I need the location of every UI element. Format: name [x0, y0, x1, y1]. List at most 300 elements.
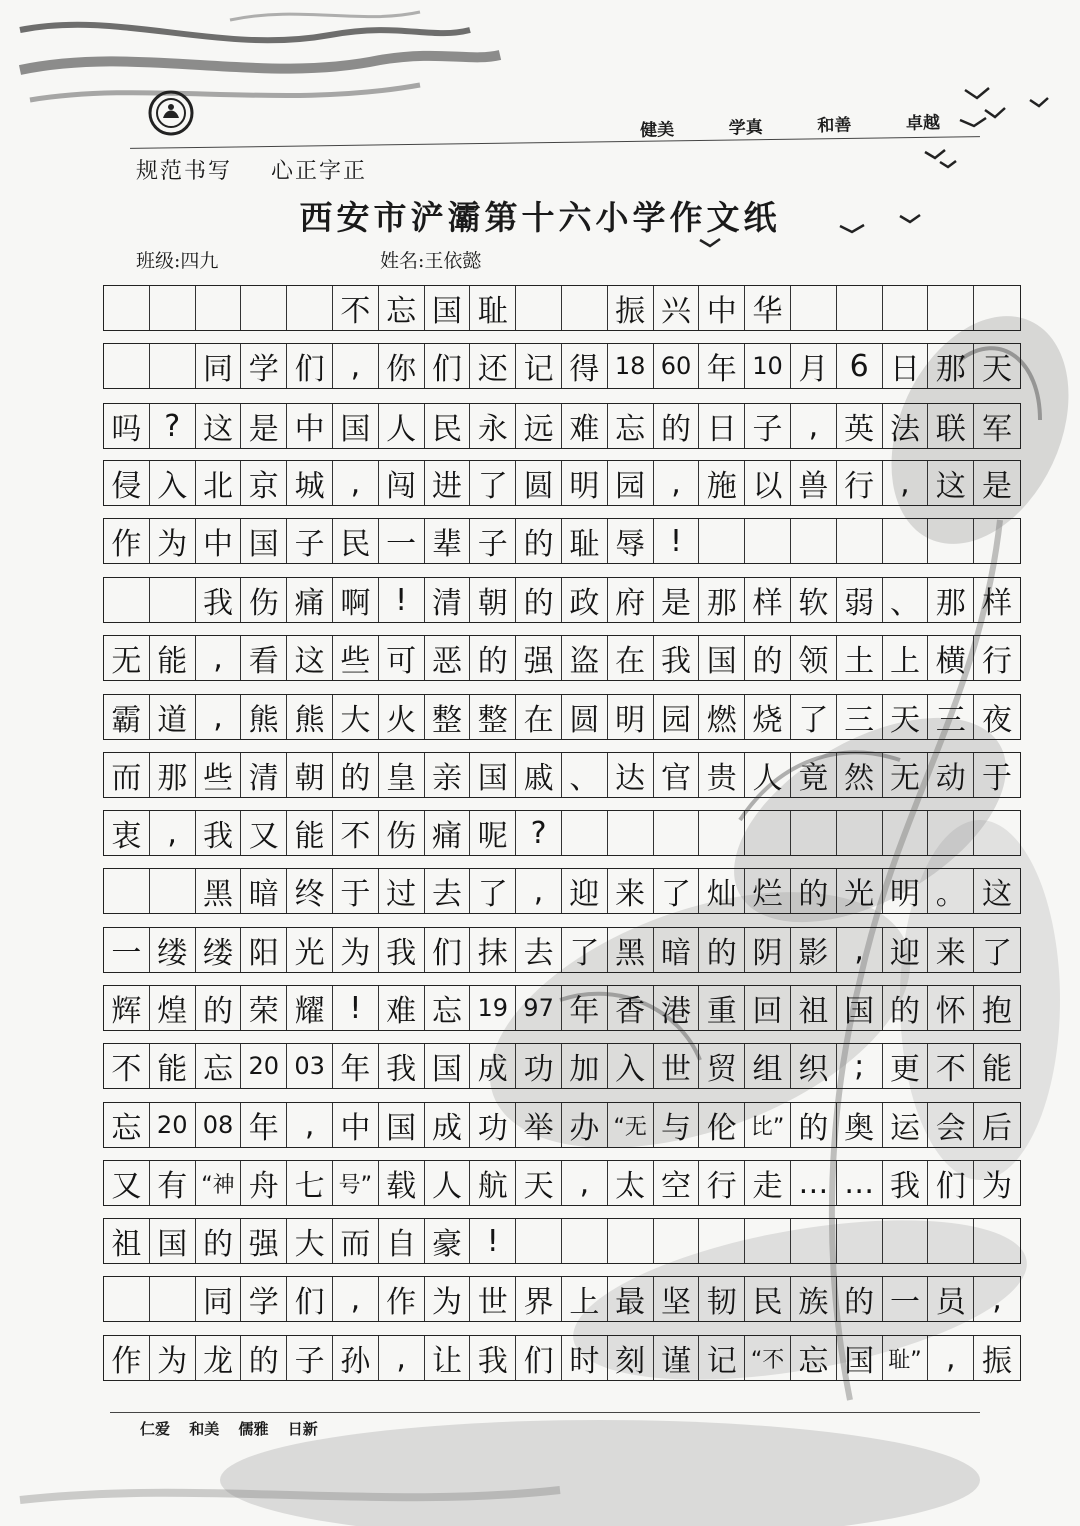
essay-cell: 加 [562, 1044, 608, 1088]
slogan-1: 规范书写 [136, 159, 233, 184]
essay-cell: 而 [104, 753, 150, 797]
essay-cell: 在 [516, 695, 562, 739]
essay-cell: 缕 [196, 928, 242, 972]
essay-cell [928, 1219, 974, 1263]
essay-cell: 于 [333, 869, 379, 913]
essay-cell: 中 [287, 404, 333, 448]
essay-cell: 的 [241, 1336, 287, 1380]
essay-cell: 是 [241, 404, 287, 448]
essay-cell: 黑 [196, 869, 242, 913]
essay-cell [562, 286, 608, 330]
essay-cell [104, 344, 150, 388]
essay-cell [654, 1219, 700, 1263]
essay-cell: 、 [883, 578, 929, 622]
motto-top-3: 和善 [817, 115, 852, 137]
essay-cell: 国 [150, 1219, 196, 1263]
essay-cell: 又 [104, 1161, 150, 1205]
essay-cell [699, 519, 745, 563]
essay-cell: 能 [287, 811, 333, 855]
essay-cell: 20 [150, 1103, 196, 1147]
essay-cell: 国 [837, 1336, 883, 1380]
essay-cell: 无 [883, 753, 929, 797]
essay-cell: 耻 [562, 519, 608, 563]
essay-cell [928, 286, 974, 330]
essay-cell: 能 [150, 1044, 196, 1088]
essay-cell: 同 [196, 1277, 242, 1321]
essay-cell: 于 [982, 761, 1013, 796]
essay-cell: ? [150, 404, 196, 448]
essay-cell [104, 286, 150, 330]
essay-cell: 些 [196, 753, 242, 797]
essay-cell: 人 [745, 753, 791, 797]
essay-cell: 烧 [745, 695, 791, 739]
essay-cell: 兽 [791, 461, 837, 505]
essay-cell: 舟 [241, 1161, 287, 1205]
essay-cell: 同 [196, 344, 242, 388]
essay-cell: 灿 [699, 869, 745, 913]
essay-cell: 这 [287, 636, 333, 680]
essay-cell: 软 [791, 578, 837, 622]
essay-cell: 天 [883, 695, 929, 739]
essay-cell: 子 [745, 404, 791, 448]
essay-cell: 贵 [699, 753, 745, 797]
essay-cell: … [837, 1161, 883, 1205]
essay-cell: “不 [745, 1336, 791, 1380]
essay-cell: 国 [837, 986, 883, 1030]
slogan [136, 154, 367, 185]
essay-cell: 过 [379, 869, 425, 913]
essay-cell: 上 [562, 1277, 608, 1321]
essay-cell: 些 [333, 636, 379, 680]
essay-cell: 痛 [425, 811, 471, 855]
essay-cell: 学 [241, 1277, 287, 1321]
essay-cell: ! [470, 1219, 516, 1263]
motto-top-2: 学真 [728, 117, 763, 139]
essay-cell: 国 [241, 519, 287, 563]
essay-row [103, 403, 1021, 449]
essay-cell: 那 [699, 578, 745, 622]
essay-cell: 而 [333, 1219, 379, 1263]
essay-cell: 年 [562, 986, 608, 1030]
essay-cell: 官 [654, 753, 700, 797]
essay-cell: 夜 [982, 703, 1013, 738]
essay-row [103, 343, 1021, 389]
essay-cell: 忘 [791, 1336, 837, 1380]
essay-cell: 的 [837, 1277, 883, 1321]
essay-cell: 年 [699, 344, 745, 388]
essay-cell: 然 [837, 753, 883, 797]
essay-cell: 圆 [562, 695, 608, 739]
essay-row [103, 1160, 1021, 1206]
essay-cell: 国 [425, 1044, 471, 1088]
essay-cell: 举 [516, 1103, 562, 1147]
essay-cell: , [516, 869, 562, 913]
essay-cell [104, 1277, 150, 1321]
essay-cell: 朝 [470, 578, 516, 622]
essay-cell: 行 [699, 1161, 745, 1205]
essay-cell: 更 [883, 1044, 929, 1088]
essay-cell: 看 [241, 636, 287, 680]
essay-cell: 去 [516, 928, 562, 972]
essay-cell: 军 [982, 412, 1013, 447]
essay-cell: 得 [562, 344, 608, 388]
essay-cell [745, 811, 791, 855]
essay-cell: 了 [470, 869, 516, 913]
essay-cell: 振 [608, 286, 654, 330]
essay-cell: 领 [791, 636, 837, 680]
essay-cell: 能 [150, 636, 196, 680]
essay-cell: 园 [608, 461, 654, 505]
essay-cell: 煌 [150, 986, 196, 1030]
essay-cell: 界 [516, 1277, 562, 1321]
essay-cell [104, 578, 150, 622]
essay-cell: 载 [379, 1161, 425, 1205]
essay-cell: 们 [287, 344, 333, 388]
essay-cell: 坚 [654, 1277, 700, 1321]
essay-cell: 组 [745, 1044, 791, 1088]
essay-cell: 中 [196, 519, 242, 563]
essay-cell: 为 [425, 1277, 471, 1321]
essay-cell: 记 [699, 1336, 745, 1380]
essay-cell: 有 [150, 1161, 196, 1205]
essay-cell: 的 [516, 578, 562, 622]
essay-cell: 明 [608, 695, 654, 739]
essay-cell [150, 1277, 196, 1321]
essay-cell: 影 [791, 928, 837, 972]
essay-cell: 忘 [104, 1103, 150, 1147]
essay-cell: 人 [379, 404, 425, 448]
essay-cell: 一 [104, 928, 150, 972]
footer-divider [110, 1412, 980, 1413]
essay-cell: 那 [928, 344, 974, 388]
essay-cell: 空 [654, 1161, 700, 1205]
essay-cell: 入 [150, 461, 196, 505]
essay-cell: 自 [379, 1219, 425, 1263]
essay-cell: 97 [516, 986, 562, 1030]
essay-cell: 荣 [241, 986, 287, 1030]
essay-cell: 国 [470, 753, 516, 797]
essay-cell [791, 811, 837, 855]
essay-cell: 侵 [104, 461, 150, 505]
essay-cell: 为 [982, 1169, 1013, 1204]
essay-cell: 了 [791, 695, 837, 739]
essay-cell: 忘 [379, 286, 425, 330]
essay-cell: 祖 [791, 986, 837, 1030]
essay-cell: 了 [470, 461, 516, 505]
essay-cell: 办 [562, 1103, 608, 1147]
essay-cell: 忘 [608, 404, 654, 448]
essay-cell: 强 [516, 636, 562, 680]
essay-cell: 贸 [699, 1044, 745, 1088]
essay-cell: 痛 [287, 578, 333, 622]
essay-cell: 还 [470, 344, 516, 388]
essay-cell: 员 [928, 1277, 974, 1321]
essay-row [103, 752, 1021, 798]
class-label: 班级: [136, 250, 181, 272]
essay-cell [928, 811, 974, 855]
essay-cell [837, 286, 883, 330]
essay-cell: 民 [425, 404, 471, 448]
essay-cell: 不 [333, 286, 379, 330]
class-value: 四九 [180, 250, 219, 272]
essay-cell: 烂 [745, 869, 791, 913]
essay-cell: 施 [699, 461, 745, 505]
essay-cell [150, 869, 196, 913]
essay-cell: 土 [837, 636, 883, 680]
essay-cell: … [791, 1161, 837, 1205]
essay-row [103, 460, 1021, 506]
essay-cell: 以 [745, 461, 791, 505]
essay-cell: 作 [104, 519, 150, 563]
essay-cell: 黑 [608, 928, 654, 972]
essay-cell: , [333, 461, 379, 505]
essay-cell: 功 [470, 1103, 516, 1147]
essay-cell [150, 578, 196, 622]
motto-top-4: 卓越 [905, 113, 941, 134]
essay-cell: , [379, 1336, 425, 1380]
essay-row [103, 577, 1021, 623]
essay-cell [287, 286, 333, 330]
essay-cell: 兴 [654, 286, 700, 330]
essay-cell [928, 519, 974, 563]
essay-cell: 熊 [241, 695, 287, 739]
essay-cell: 为 [333, 928, 379, 972]
essay-cell: 呢 [470, 811, 516, 855]
essay-cell: 我 [196, 578, 242, 622]
essay-cell: 清 [241, 753, 287, 797]
essay-cell: 道 [150, 695, 196, 739]
essay-cell [883, 1219, 929, 1263]
essay-cell: 迎 [562, 869, 608, 913]
essay-cell: 在 [608, 636, 654, 680]
essay-cell: 进 [425, 461, 471, 505]
essay-cell: , [196, 636, 242, 680]
essay-cell: 是 [982, 469, 1013, 504]
essay-cell: 京 [241, 461, 287, 505]
essay-cell: 无 [104, 636, 150, 680]
essay-row [103, 868, 1021, 914]
essay-cell: 难 [562, 404, 608, 448]
essay-cell: 60 [654, 344, 700, 388]
essay-cell: 学 [241, 344, 287, 388]
essay-cell [837, 519, 883, 563]
essay-cell [791, 519, 837, 563]
essay-cell: 月 [791, 344, 837, 388]
essay-cell: 阴 [745, 928, 791, 972]
essay-cell: 的 [791, 1103, 837, 1147]
essay-cell: 不 [928, 1044, 974, 1088]
essay-cell: 香 [608, 986, 654, 1030]
essay-cell: 织 [791, 1044, 837, 1088]
essay-cell: 大 [333, 695, 379, 739]
essay-row [103, 1102, 1021, 1148]
essay-row [103, 1218, 1021, 1264]
essay-cell: 辉 [104, 986, 150, 1030]
essay-cell: 来 [608, 869, 654, 913]
essay-cell: 怀 [928, 986, 974, 1030]
essay-cell: 皇 [379, 753, 425, 797]
essay-cell: 。 [928, 869, 974, 913]
essay-cell: 不 [333, 811, 379, 855]
essay-cell: , [562, 1161, 608, 1205]
school-logo [148, 90, 194, 136]
essay-cell: 孙 [333, 1336, 379, 1380]
essay-cell: 盗 [562, 636, 608, 680]
essay-row [103, 810, 1021, 856]
essay-cell: 的 [745, 636, 791, 680]
essay-cell: 国 [333, 404, 379, 448]
essay-cell: 的 [470, 636, 516, 680]
essay-cell: 谨 [654, 1336, 700, 1380]
essay-cell: 民 [333, 519, 379, 563]
essay-cell: 戚 [516, 753, 562, 797]
motto-bottom-1: 仁爱 [140, 1420, 171, 1438]
essay-cell: 政 [562, 578, 608, 622]
essay-cell: 入 [608, 1044, 654, 1088]
essay-cell: 世 [470, 1277, 516, 1321]
essay-cell: 行 [982, 644, 1013, 679]
essay-cell: 港 [654, 986, 700, 1030]
essay-cell: 熊 [287, 695, 333, 739]
essay-row [103, 1335, 1021, 1381]
essay-cell: 样 [745, 578, 791, 622]
essay-cell [196, 286, 242, 330]
essay-cell: , [333, 1277, 379, 1321]
essay-cell: 法 [883, 404, 929, 448]
essay-cell: 了 [562, 928, 608, 972]
essay-cell: , [837, 928, 883, 972]
essay-cell: 祖 [104, 1219, 150, 1263]
essay-row [103, 635, 1021, 681]
essay-cell: 6 [837, 344, 883, 388]
essay-cell [562, 1219, 608, 1263]
essay-cell [150, 344, 196, 388]
essay-cell: 吗 [104, 404, 150, 448]
essay-cell: 们 [928, 1161, 974, 1205]
essay-cell: 族 [791, 1277, 837, 1321]
essay-cell: 亲 [425, 753, 471, 797]
essay-cell [883, 519, 929, 563]
essay-cell: 人 [425, 1161, 471, 1205]
essay-cell: 英 [837, 404, 883, 448]
essay-cell: 整 [425, 695, 471, 739]
essay-cell: 伤 [241, 578, 287, 622]
essay-cell: 日 [699, 404, 745, 448]
essay-cell: , [654, 461, 700, 505]
essay-cell: 国 [699, 636, 745, 680]
essay-cell: 竟 [791, 753, 837, 797]
essay-cell: 太 [608, 1161, 654, 1205]
essay-cell [745, 519, 791, 563]
essay-cell: 航 [470, 1161, 516, 1205]
essay-cell: 天 [516, 1161, 562, 1205]
essay-cell: 让 [425, 1336, 471, 1380]
essay-cell [516, 286, 562, 330]
essay-cell: 号” [333, 1161, 379, 1205]
essay-cell [974, 811, 1020, 855]
essay-cell: 终 [287, 869, 333, 913]
essay-cell: 会 [928, 1103, 974, 1147]
essay-cell: 朝 [287, 753, 333, 797]
essay-cell: , [196, 695, 242, 739]
essay-cell: ! [379, 578, 425, 622]
essay-cell [562, 811, 608, 855]
essay-cell: 火 [379, 695, 425, 739]
essay-cell: 又 [241, 811, 287, 855]
essay-cell: 衷 [104, 811, 150, 855]
essay-cell: 了 [982, 936, 1013, 971]
essay-cell: 、 [562, 753, 608, 797]
motto-top-1: 健美 [639, 120, 675, 141]
essay-cell: 的 [196, 986, 242, 1030]
essay-cell: 我 [379, 1044, 425, 1088]
essay-cell: 抱 [982, 994, 1013, 1029]
essay-cell: 天 [982, 352, 1013, 387]
essay-cell: 日 [883, 344, 929, 388]
essay-cell: 样 [982, 586, 1013, 621]
essay-cell: 中 [333, 1103, 379, 1147]
essay-cell: 强 [241, 1219, 287, 1263]
essay-cell: 的 [333, 753, 379, 797]
essay-cell [654, 811, 700, 855]
essay-cell: 作 [379, 1277, 425, 1321]
essay-row [103, 1043, 1021, 1089]
essay-cell: 北 [196, 461, 242, 505]
essay-cell: 抹 [470, 928, 516, 972]
essay-cell: 时 [562, 1336, 608, 1380]
essay-cell: 明 [883, 869, 929, 913]
motto-bottom-2: 和美 [189, 1420, 220, 1438]
essay-cell: ; [837, 1044, 883, 1088]
essay-cell: 们 [425, 344, 471, 388]
essay-cell: 这 [196, 404, 242, 448]
name-value: 王依懿 [424, 250, 482, 272]
essay-cell: 耻 [470, 286, 516, 330]
essay-cell: 作 [104, 1336, 150, 1380]
essay-cell: 最 [608, 1277, 654, 1321]
essay-cell [974, 519, 1020, 563]
essay-cell: 耻” [883, 1336, 929, 1380]
essay-cell: 府 [608, 578, 654, 622]
essay-row [103, 985, 1021, 1031]
essay-cell [608, 811, 654, 855]
essay-cell: 的 [883, 986, 929, 1030]
essay-cell: 联 [928, 404, 974, 448]
class-field [136, 246, 218, 273]
essay-cell: 你 [379, 344, 425, 388]
essay-cell: 韧 [699, 1277, 745, 1321]
essay-cell: “无 [608, 1103, 654, 1147]
essay-cell: 了 [654, 869, 700, 913]
essay-cell: 一 [379, 519, 425, 563]
essay-cell: “神 [196, 1161, 242, 1205]
essay-cell: 三 [837, 695, 883, 739]
essay-cell [837, 811, 883, 855]
essay-row [103, 518, 1021, 564]
essay-cell [837, 1219, 883, 1263]
essay-cell [241, 286, 287, 330]
essay-cell: 们 [516, 1336, 562, 1380]
essay-cell: , [333, 344, 379, 388]
essay-cell: 暗 [241, 869, 287, 913]
essay-cell: 七 [287, 1161, 333, 1205]
name-field [380, 246, 481, 273]
essay-cell: 18 [608, 344, 654, 388]
essay-cell: 耀 [287, 986, 333, 1030]
essay-cell: 去 [425, 869, 471, 913]
essay-cell [104, 869, 150, 913]
essay-cell: 伤 [379, 811, 425, 855]
